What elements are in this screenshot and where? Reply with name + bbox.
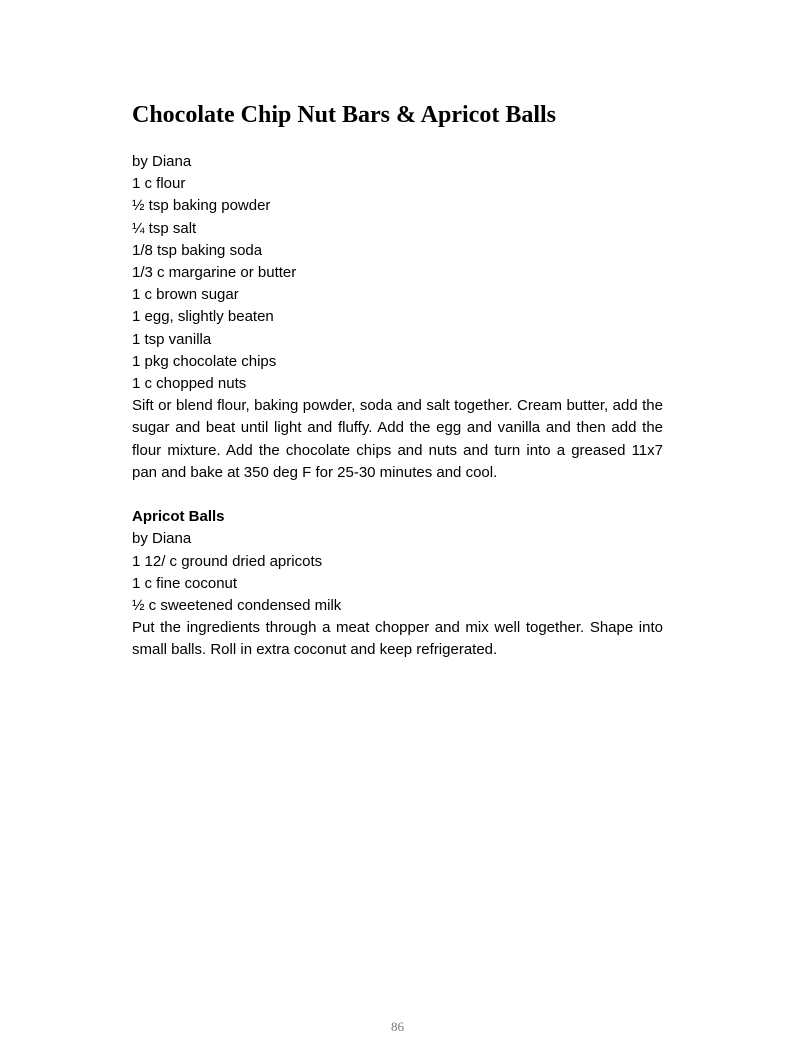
- ingredient-item: ½ c sweetened condensed milk: [132, 597, 342, 615]
- ingredient-item: 1 c chopped nuts: [132, 375, 247, 393]
- recipe-apricot-balls: [132, 506, 663, 661]
- ingredient-list: [132, 551, 663, 618]
- page-title: Chocolate Chip Nut Bars & Apricot Balls: [132, 102, 557, 128]
- recipe-chocolate-chip-nut-bars: [132, 151, 663, 484]
- recipe-author: by Diana: [132, 153, 192, 170]
- ingredient-item: 1 egg, slightly beaten: [132, 308, 274, 326]
- recipe-content: [132, 151, 663, 662]
- ingredient-item: 1 c flour: [132, 175, 186, 193]
- ingredient-item: ½ tsp baking powder: [132, 197, 271, 215]
- ingredient-item: 1 12/ c ground dried apricots: [132, 552, 323, 570]
- ingredient-item: 1 c brown sugar: [132, 286, 239, 304]
- recipe-subtitle: Apricot Balls: [132, 508, 225, 526]
- ingredient-item: 1/8 tsp baking soda: [132, 241, 263, 259]
- ingredient-list: [132, 173, 663, 395]
- ingredient-item: 1/3 c margarine or butter: [132, 264, 297, 282]
- section-spacer: [132, 484, 663, 506]
- ingredient-item: 1 c fine coconut: [132, 574, 238, 592]
- ingredient-item: 1 pkg chocolate chips: [132, 352, 277, 370]
- page-number: 86: [391, 1019, 404, 1034]
- recipe-directions: Sift or blend flour, baking powder, soda and salt together. Cream butter, add the sugar and beat until light and fluffy. Add the egg and vanilla and then add the flour mixture. Add the chocolate chips and nuts and turn into a greased 11x7 pan and bake at 350 deg F for 25-30 minutes and cool.: [132, 397, 663, 481]
- ingredient-item: ¼ tsp salt: [132, 219, 197, 237]
- ingredient-item: 1 tsp vanilla: [132, 330, 212, 348]
- recipe-directions: Put the ingredients through a meat chopper and mix well together. Shape into small balls. Roll in extra coconut and keep refrigerated.: [132, 619, 663, 659]
- recipe-author: by Diana: [132, 530, 192, 548]
